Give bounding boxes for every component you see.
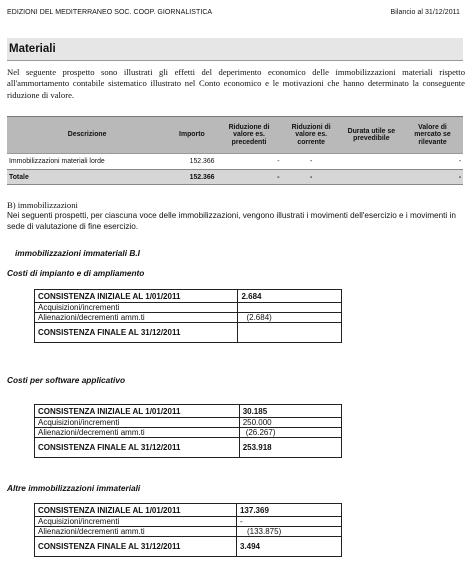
section-title: Materiali: [9, 43, 56, 55]
table-row: [35, 428, 342, 438]
col-header: Descrizione: [7, 117, 167, 154]
initial-value: 30.185: [239, 405, 341, 418]
table-row: [35, 527, 342, 537]
acquisitions-value: -: [236, 517, 341, 527]
col-header: Riduzione di valore es. precedenti: [217, 117, 282, 154]
table-row: [35, 418, 342, 428]
disposals-value: (133.875): [236, 527, 341, 537]
final-label: CONSISTENZA FINALE AL 31/12/2011: [35, 438, 240, 458]
table-row: [35, 303, 342, 313]
acquisitions-label: Acquisizioni/incrementi: [35, 303, 238, 313]
final-label: CONSISTENZA FINALE AL 31/12/2011: [35, 537, 237, 557]
table-cell: -: [282, 154, 341, 170]
table-cell: -: [217, 170, 282, 185]
intangible-heading: immobilizzazioni immateriali B.I: [15, 248, 140, 258]
col-header: Valore di mercato se rilevante: [402, 117, 463, 154]
disposals-value: (26.267): [239, 428, 341, 438]
final-label: CONSISTENZA FINALE AL 31/12/2011: [35, 323, 238, 343]
table-row: [35, 504, 342, 517]
block-title: Costi per software applicativo: [7, 375, 126, 385]
table-cell: [341, 170, 402, 185]
disposals-label: Alienazioni/decrementi amm.ti: [35, 313, 238, 323]
total-row: [7, 170, 463, 185]
table-cell: -: [217, 154, 282, 170]
initial-value: 2.684: [238, 290, 342, 303]
section-title-bar: [7, 38, 463, 61]
initial-label: CONSISTENZA INIZIALE AL 1/01/2011: [35, 504, 237, 517]
table-cell: 152.366: [167, 154, 216, 170]
table-cell: 152.366: [167, 170, 216, 185]
summary-header-row: [7, 117, 463, 154]
disposals-label: Alienazioni/decrementi amm.ti: [35, 428, 240, 438]
table-cell: -: [402, 170, 463, 185]
acquisitions-value: 250.000: [239, 418, 341, 428]
col-header: Importo: [167, 117, 216, 154]
table-cell: Totale: [7, 170, 167, 185]
table-cell: -: [402, 154, 463, 170]
table-row: [35, 517, 342, 527]
table-row: [35, 323, 342, 343]
table-row: [35, 405, 342, 418]
company-name: EDIZIONI DEL MEDITERRANEO SOC. COOP. GIORNALISTICA: [7, 9, 213, 16]
acquisitions-value: [238, 303, 342, 313]
movements-table: [34, 503, 342, 557]
subsection-b: B) immobilizzazioni: [7, 200, 78, 210]
disposals-value: (2.684): [238, 313, 342, 323]
col-header: Durata utile se prevedibile: [341, 117, 402, 154]
block-title: Altre immobilizzazioni immateriali: [7, 483, 141, 493]
table-row: [35, 290, 342, 303]
initial-label: CONSISTENZA INIZIALE AL 1/01/2011: [35, 405, 240, 418]
initial-value: 137.369: [236, 504, 341, 517]
table-row: [7, 154, 463, 170]
page-header: [7, 9, 460, 21]
summary-table: [7, 116, 463, 185]
movements-table: [34, 404, 342, 458]
initial-label: CONSISTENZA INIZIALE AL 1/01/2011: [35, 290, 238, 303]
table-cell: -: [282, 170, 341, 185]
block-title: Costi di impianto e di ampliamento: [7, 268, 145, 278]
table-row: [35, 537, 342, 557]
final-value: 253.918: [239, 438, 341, 458]
table-cell: [341, 154, 402, 170]
table-cell: Immobilizzazioni materiali lorde: [7, 154, 167, 170]
final-value: [238, 323, 342, 343]
balance-date: Bilancio al 31/12/2011: [390, 9, 460, 16]
acquisitions-label: Acquisizioni/incrementi: [35, 517, 237, 527]
table-row: [35, 438, 342, 458]
acquisitions-label: Acquisizioni/incrementi: [35, 418, 240, 428]
table-row: [35, 313, 342, 323]
movements-table: [34, 289, 342, 343]
movements-paragraph: Nei seguenti prospetti, per ciascuna voce delle immobilizzazioni, vengono illustrati i movimenti dell'esercizio e i movimenti in sede di valutazione di fine esercizio.: [7, 211, 456, 231]
disposals-label: Alienazioni/decrementi amm.ti: [35, 527, 237, 537]
intro-paragraph: Nel seguente prospetto sono illustrati gli effetti del deperimento economico delle immobilizzazioni materiali rispetto all'ammortamento contabile sistematico illustrato nel Conto economico e le motivazioni che hanno determinato la conseguente riduzione di valore.: [7, 67, 465, 100]
final-value: 3.494: [236, 537, 341, 557]
col-header: Riduzioni di valore es. corrente: [282, 117, 341, 154]
